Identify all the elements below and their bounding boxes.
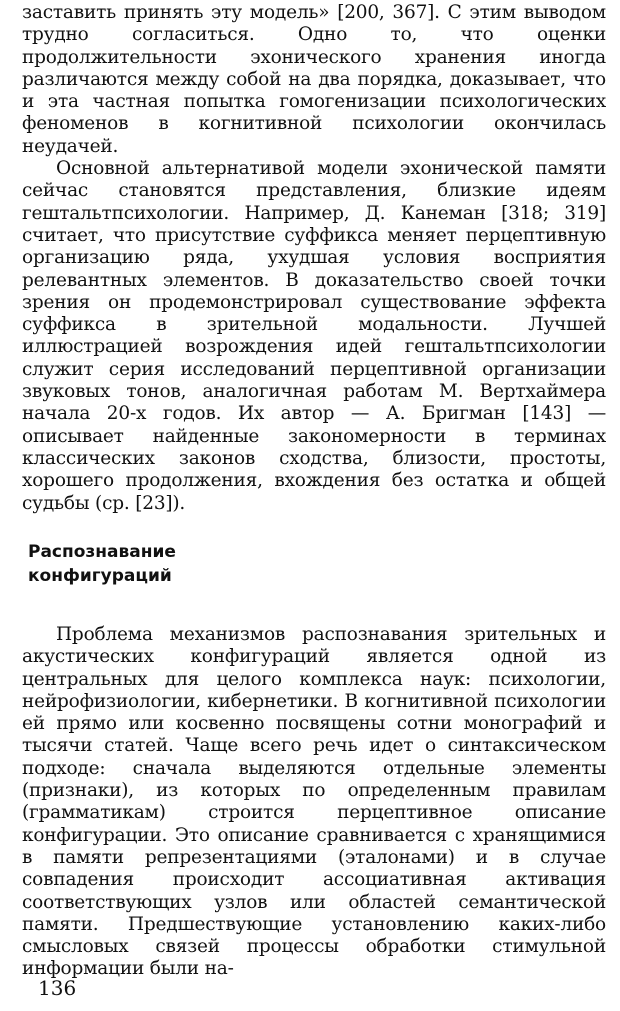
paragraph-continuation: заставить принять эту модель» [200, 367]. С этим выводом трудно согласиться. Одно то, что оценки продолжительности эхонического хранения иногда различаются между собой на два порядка, доказывает, что и эта частная попытка гомогенизации психологических феноменов в когнитивной психологии окончилась неудачей. — [22, 2, 606, 157]
paragraph-echoic-memory-alternative: Основной альтернативой модели эхонической памяти сейчас становятся представления, близкие идеям гештальтпсихологии. Например, Д. Канеман [318; 319] считает, что присутствие суффикса меняет перцептивную организацию ряда, ухудшая условия восприятия релевантных элементов. В доказательство своей точки зрения он продемонстрировал существование эффекта суффикса в зрительной модальности. Лучшей иллюстрацией возрождения идей гештальтпсихологии служит серия исследований перцептивной организации звуковых тонов, аналогичная работам М. Вертхаймера начала 20-х годов. Их автор — А. Бригман [143] — описывает найденные закономерности в терминах классических законов сходства, близости, простоты, хорошего продолжения, вхождения без остатка и общей судьбы (ср. [23]). — [22, 158, 606, 514]
section-heading-line-2: конфигураций — [28, 566, 172, 586]
section-heading — [28, 540, 288, 588]
paragraph-pattern-recognition: Проблема механизмов распознавания зрительных и акустических конфигураций является одной из центральных для целого комплекса наук: психологии, нейрофизиологии, кибернетики. В когнитивной психологии ей прямо или косвенно посвящены сотни монографий и тысячи статей. Чаще всего речь идет о синтаксическом подходе: сначала выделяются отдельные элементы (признаки), из которых по определенным правилам (грамматикам) строится перцептивное описание конфигурации. Это описание сравнивается с хранящимися в памяти репрезентациями (эталонами) и в случае совпадения происходит ассоциативная активация соответствующих узлов или областей семантической памяти. Предшествующие установлению каких-либо смысловых связей процессы обработки стимульной информации были на- — [22, 624, 606, 980]
page-number: 136 — [38, 976, 77, 1000]
text-block-top — [22, 2, 606, 515]
section-heading-line-1: Распознавание — [28, 542, 176, 562]
text-block-bottom — [22, 624, 606, 981]
